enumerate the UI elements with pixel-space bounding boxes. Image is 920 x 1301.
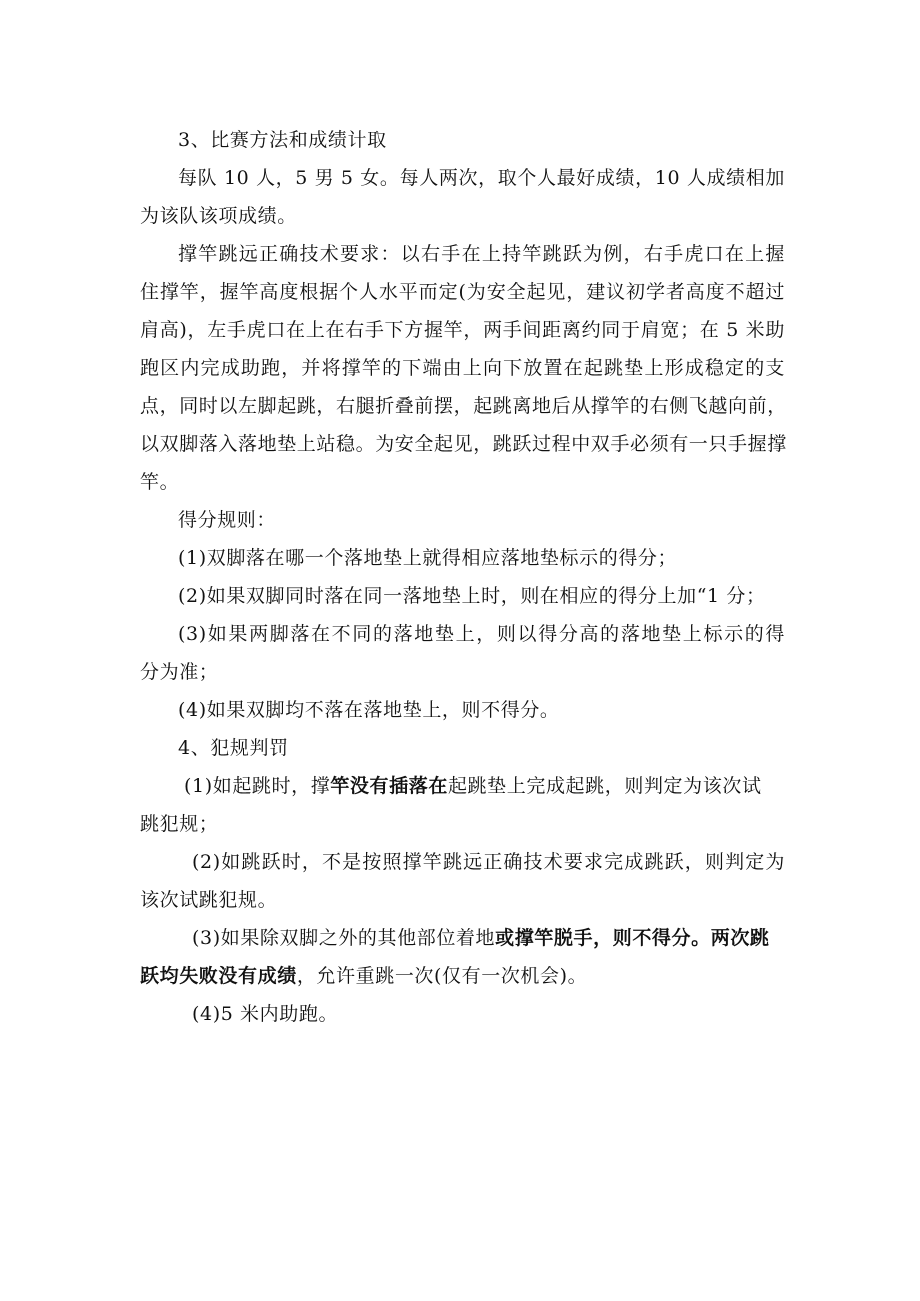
foul-rule-4: (4)5 米内助跑。 <box>192 1003 339 1025</box>
foul-rule-1-text-c: 起跳垫上完成起跳，则判定为该次试 <box>447 775 762 797</box>
scoring-rule-3-line-1: (3)如果两脚落在不同的落地垫上，则以得分高的落地垫上标示的得 <box>178 623 785 645</box>
foul-rule-1-bold-text: 竿没有插落在 <box>330 775 448 797</box>
team-rule-line-1: 每队 10 人，5 男 5 女。每人两次，取个人最好成绩，10 人成绩相加 <box>178 167 785 189</box>
foul-rule-3-bold-text-1: 或撑竿脱手，则不得分。两次跳 <box>495 927 770 949</box>
foul-rule-1-text-a: (1)如起跳时，撑 <box>184 775 331 797</box>
technique-line-4: 跑区内完成助跑，并将撑竿的下端由上向下放置在起跳垫上形成稳定的支 <box>140 357 785 379</box>
section-4-heading: 4、犯规判罚 <box>178 737 289 759</box>
document-body <box>140 124 785 1036</box>
foul-rule-3-text-a: (3)如果除双脚之外的其他部位着地 <box>192 927 496 949</box>
foul-rule-1-line-2: 跳犯规； <box>140 813 219 835</box>
scoring-rules-title: 得分规则： <box>178 509 277 531</box>
foul-rule-3-line-1 <box>140 922 785 954</box>
scoring-rule-4: (4)如果双脚均不落在落地垫上，则不得分。 <box>178 699 560 721</box>
technique-line-6: 以双脚落入落地垫上站稳。为安全起见，跳跃过程中双手必须有一只手握撑 <box>140 433 787 455</box>
technique-line-1: 撑竿跳远正确技术要求：以右手在上持竿跳跃为例，右手虎口在上握 <box>178 243 785 265</box>
scoring-rule-3-line-2: 分为准； <box>140 661 219 683</box>
foul-rule-3-text-b: ，允许重跳一次(仅有一次机会)。 <box>296 965 588 987</box>
technique-line-3: 肩高)，左手虎口在上在右手下方握竿，两手间距离约同于肩宽；在 5 米助 <box>140 319 785 341</box>
section-3-heading: 3、比赛方法和成绩计取 <box>178 129 387 151</box>
foul-rule-2-line-2: 该次试跳犯规。 <box>140 889 278 911</box>
scoring-rule-1: (1)双脚落在哪一个落地垫上就得相应落地垫标示的得分； <box>178 547 678 569</box>
technique-line-2: 住撑竿，握竿高度根据个人水平而定(为安全起见，建议初学者高度不超过 <box>140 281 785 303</box>
scoring-rule-2: (2)如果双脚同时落在同一落地垫上时，则在相应的得分上加“1 分； <box>178 585 766 607</box>
technique-line-5: 点，同时以左脚起跳，右腿折叠前摆，起跳离地后从撑竿的右侧飞越向前， <box>140 395 787 417</box>
foul-rule-2-line-1: (2)如跳跃时，不是按照撑竿跳远正确技术要求完成跳跃，则判定为 <box>192 851 785 873</box>
team-rule-line-2: 为该队该项成绩。 <box>140 205 297 227</box>
foul-rule-3-bold-text-2: 跃均失败没有成绩 <box>140 965 297 987</box>
technique-line-7: 竿。 <box>140 471 180 493</box>
foul-rule-1-line-1 <box>140 770 785 802</box>
foul-rule-3-line-2 <box>140 960 785 992</box>
